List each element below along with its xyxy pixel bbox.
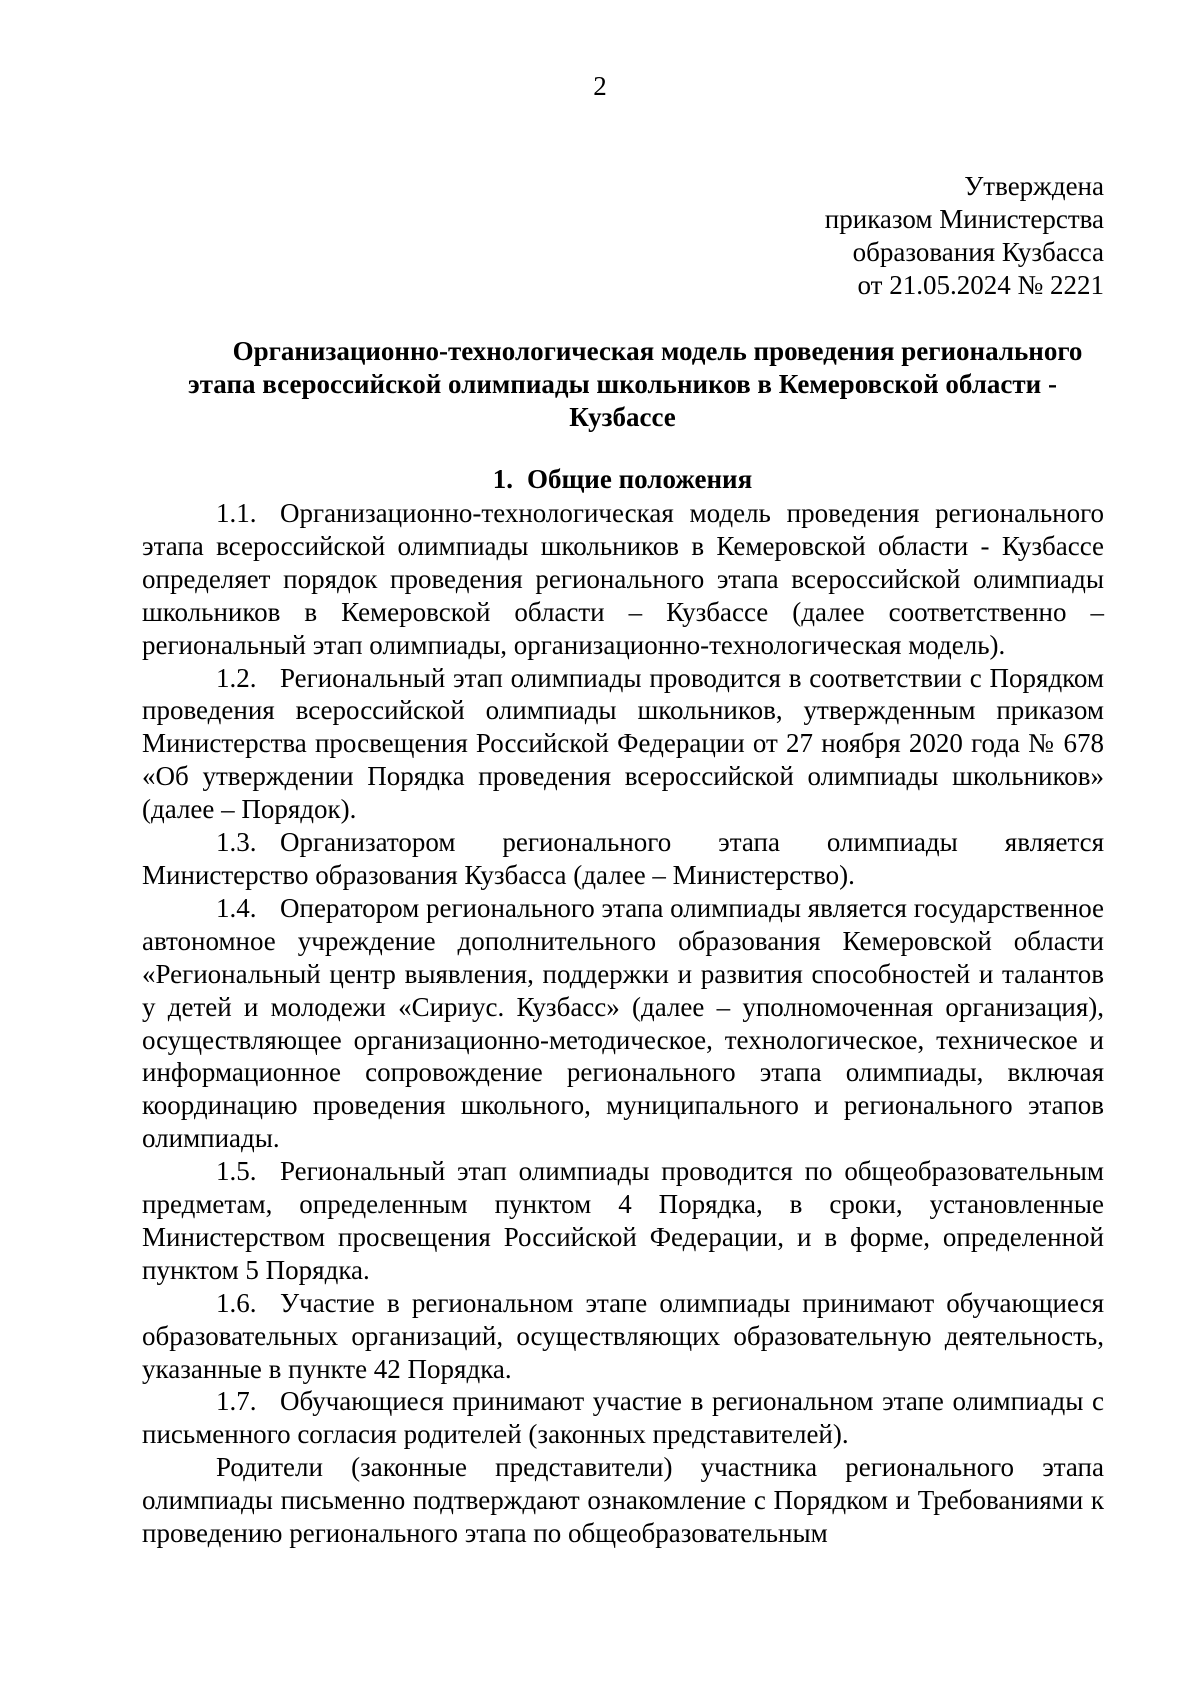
- clause-number: 1.6.: [216, 1287, 257, 1318]
- clause-number: 1.2.: [216, 662, 257, 693]
- body-text: [142, 497, 1104, 1550]
- approval-line: Утверждена: [964, 171, 1104, 201]
- document-title: [140, 335, 1105, 434]
- clause-number: 1.4.: [216, 892, 257, 923]
- clause-number: 1.1.: [216, 498, 257, 528]
- clause-number: 1.5.: [216, 1156, 257, 1187]
- clause-text: Региональный этап олимпиады проводится по общеобразовательным предметам, определенным пунктом 4 Порядка, в сроки, установленные Министерством просвещения Российской Федерации, и в форме, определенной пунктом 5 Порядка.: [142, 1156, 1104, 1285]
- title-line: этапа всероссийской олимпиады школьников в Кемеровской области -: [188, 369, 1057, 399]
- clause-number: 1.7.: [216, 1386, 257, 1417]
- clause-paragraph: [142, 1287, 1104, 1386]
- approval-line: образования Кузбасса: [852, 237, 1104, 267]
- section-number: 1.: [492, 464, 514, 494]
- approval-block: [825, 170, 1104, 302]
- parents-paragraph: Родители (законные представители) участника регионального этапа олимпиады письменно подтверждают ознакомление с Порядком и Требованиями к проведению регионального этапа по общеобразовательным: [142, 1452, 1104, 1549]
- title-line: Организационно-технологическая модель проведения регионального: [232, 336, 1083, 366]
- clause-text: Организатором регионального этапа олимпиады является Министерство образования Кузбасса (далее – Министерство).: [142, 827, 1104, 890]
- clause-text: Организационно-технологическая модель проведения регионального этапа всероссийской олимпиады школьников в Кемеровской области - Кузбассе определяет порядок проведения регионального этапа всероссийской олимпиады школьников в Кемеровской области – Кузбассе (далее соответственно – региональный этап олимпиады, организационно-технологическая модель).: [142, 498, 1104, 660]
- clause-text: Региональный этап олимпиады проводится в соответствии с Порядком проведения всероссийской олимпиады школьников, утвержденным приказом Министерства просвещения Российской Федерации от 27 ноября 2020 года № 678 «Об утверждении Порядка проведения всероссийской олимпиады школьников» (далее – Порядок).: [142, 662, 1104, 825]
- section-heading: [140, 463, 1105, 496]
- clause-text: Обучающиеся принимают участие в региональном этапе олимпиады с письменного согласия родителей (законных представителей).: [142, 1386, 1104, 1450]
- clause-text: Участие в региональном этапе олимпиады принимают обучающиеся образовательных организаций, осуществляющих образовательную деятельность, указанные в пункте 42 Порядка.: [142, 1287, 1104, 1384]
- clause-paragraph: [142, 662, 1104, 827]
- clause-paragraph: [142, 497, 1104, 662]
- clause-number: 1.3.: [216, 827, 257, 858]
- clause-paragraph: [142, 826, 1104, 892]
- approval-line: приказом Министерства: [824, 204, 1104, 234]
- clause-paragraph: [142, 1385, 1104, 1451]
- section-title: Общие положения: [527, 464, 753, 494]
- approval-line: от 21.05.2024 № 2221: [857, 270, 1104, 300]
- clause-paragraph: [142, 1155, 1104, 1287]
- clause-paragraph: [142, 892, 1104, 1155]
- title-line: Кузбассе: [569, 402, 676, 432]
- page-number: 2: [593, 71, 607, 101]
- clause-text: Оператором регионального этапа олимпиады является государственное автономное учреждение дополнительного образования Кемеровской области «Региональный центр выявления, поддержки и развития способностей и талантов у детей и молодежи «Сириус. Кузбасс» (далее – уполномоченная организация), осуществляющее организационно-методическое, технологическое, техническое и информационное сопровождение регионального этапа олимпиады, включая координацию проведения школьного, муниципального и регионального этапов олимпиады.: [142, 892, 1105, 1154]
